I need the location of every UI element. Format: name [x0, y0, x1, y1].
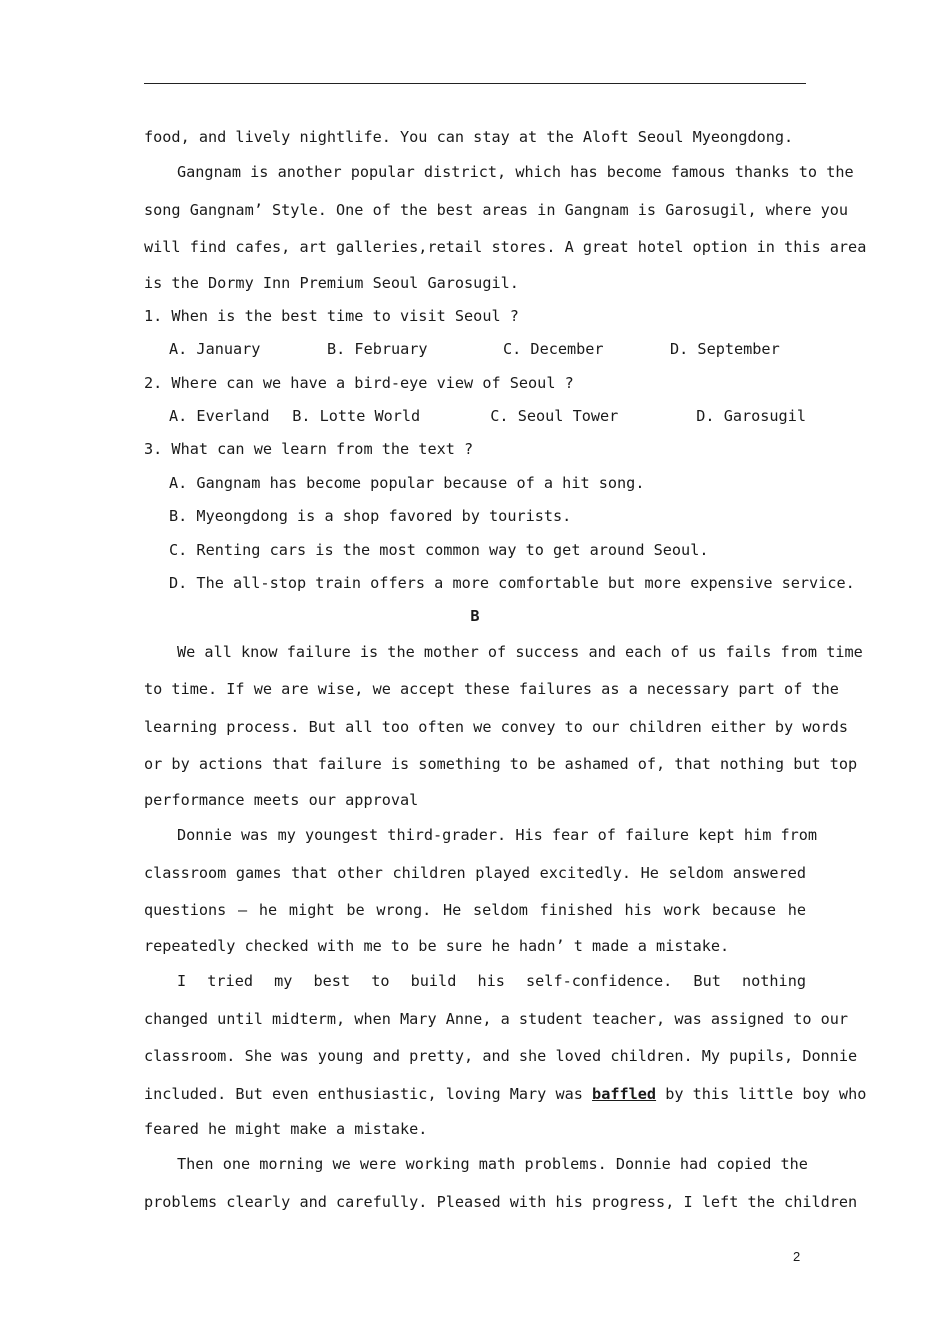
option: D. The all-stop train offers a more comfortable but more expensive service. [169, 574, 855, 593]
passage-a-para2-line: song Gangnam’ Style. One of the best areas in Gangnam is Garosugil, where you [144, 200, 849, 219]
option: C. Seoul Tower [490, 407, 619, 426]
question-stem: 3. What can we learn from the text ? [144, 440, 474, 459]
passage-a-para2-line: will find cafes, art galleries,retail stores. A great hotel option in this area [144, 238, 867, 256]
section-b-line: performance meets our approval [144, 790, 419, 809]
option: D. Garosugil [696, 407, 806, 426]
option: C. Renting cars is the most common way to get around Seoul. [169, 540, 709, 559]
highlighted-word: baffled [592, 1084, 657, 1103]
section-b-line: or by actions that failure is something to be ashamed of, that nothing but top [144, 755, 858, 774]
section-b-line: changed until midterm, when Mary Anne, a student teacher, was assigned to our [144, 1009, 849, 1028]
question-stem: 2. Where can we have a bird-eye view of Seoul ? [144, 373, 574, 392]
text-segment: included. But even enthusiastic, loving Mary was [144, 1084, 593, 1103]
section-b-line: to time. If we are wise, we accept these failures as a necessary part of the [144, 680, 839, 699]
section-b-line [144, 1076, 867, 1114]
option: A. Gangnam has become popular because of a hit song. [169, 473, 645, 492]
section-b-line: Then one morning we were working math problems. Donnie had copied the [177, 1155, 808, 1174]
section-b-line: feared he might make a mistake. [144, 1120, 428, 1139]
passage-a-line: food, and lively nightlife. You can stay at the Aloft Seoul Myeongdong. [144, 128, 794, 146]
option: D. September [670, 340, 780, 359]
section-b-line: classroom games that other children played excitedly. He seldom answered [144, 863, 806, 882]
option: B. February [327, 340, 428, 359]
section-b-line: We all know failure is the mother of success and each of us fails from time [177, 642, 863, 661]
passage-a-para2-line: Gangnam is another popular district, which has become famous thanks to the [177, 163, 854, 181]
section-b-line: learning process. But all too often we convey to our children either by words [144, 717, 849, 736]
section-b-line: classroom. She was young and pretty, and she loved children. My pupils, Donnie [144, 1047, 858, 1066]
text-segment: by this little boy who [656, 1084, 867, 1103]
page-number: 2 [793, 1249, 801, 1264]
option: B. Lotte World [292, 407, 421, 426]
section-b-line: I tried my best to build his self-confidence. But nothing [177, 972, 806, 991]
section-b-line: problems clearly and carefully. Pleased with his progress, I left the children [144, 1192, 858, 1211]
option: A. January [169, 340, 261, 359]
question-options [144, 400, 806, 433]
option: B. Myeongdong is a shop favored by tourists. [169, 507, 572, 526]
section-b-line: questions — he might be wrong. He seldom finished his work because he [144, 901, 806, 920]
page-content [144, 118, 867, 1221]
section-b-line: Donnie was my youngest third-grader. His fear of failure kept him from [177, 826, 818, 845]
option: C. December [503, 340, 604, 359]
section-heading: B [470, 607, 480, 626]
passage-a-para2-line: is the Dormy Inn Premium Seoul Garosugil. [144, 273, 519, 292]
option: A. Everland [169, 407, 270, 426]
question-stem: 1. When is the best time to visit Seoul ? [144, 306, 519, 325]
section-b-line: repeatedly checked with me to be sure he hadn’ t made a mistake. [144, 936, 730, 955]
question-options [144, 333, 806, 366]
header-rule [144, 83, 806, 84]
